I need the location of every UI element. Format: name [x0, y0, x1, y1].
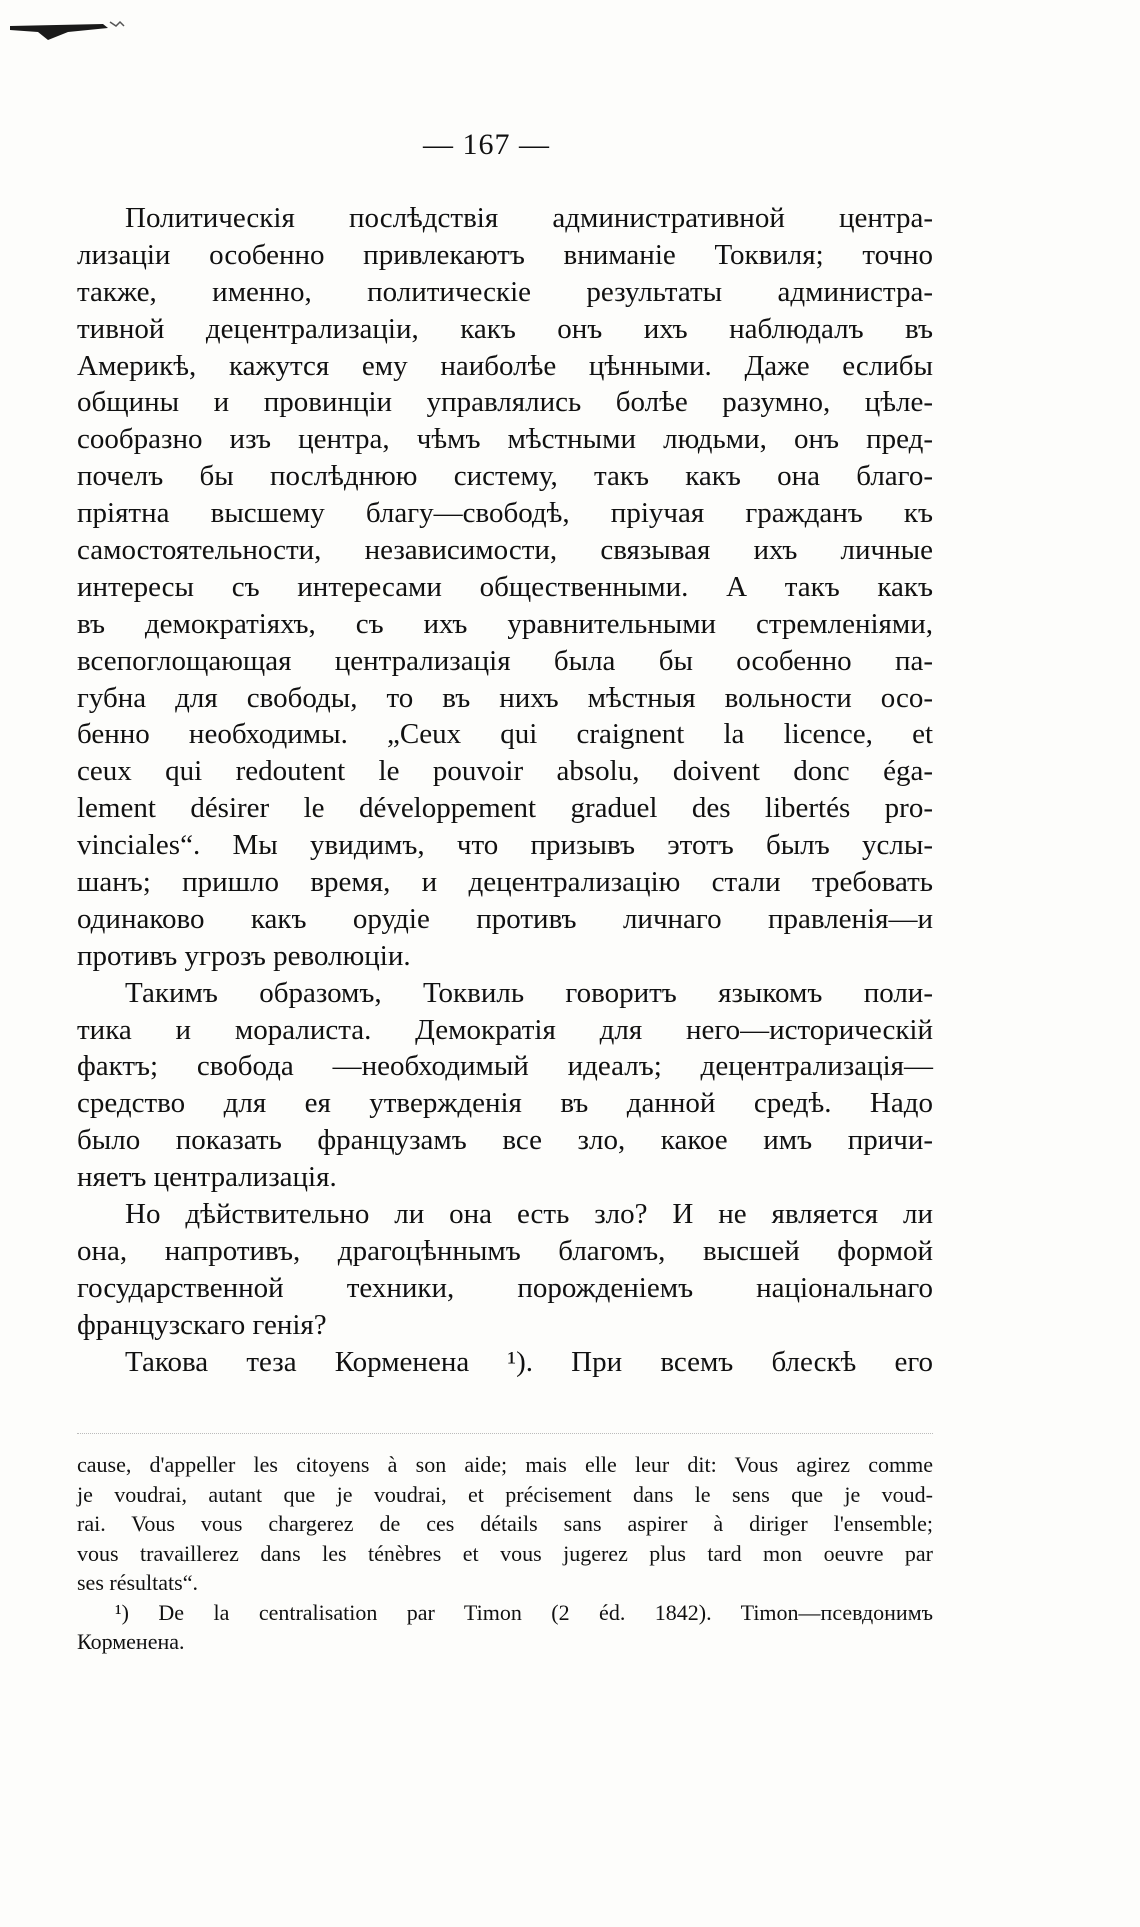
footnote-line: Корменена.: [77, 1629, 185, 1654]
footnote-divider: [77, 1433, 933, 1434]
text-line: Такова теза Корменена ¹). При всемъ блескѣ его: [125, 1345, 933, 1378]
text-line: фактъ; свобода —необходимый идеалъ; децентрализація—: [77, 1050, 933, 1083]
text-line: тивной децентрализаціи, какъ онъ ихъ наблюдалъ въ: [77, 312, 933, 345]
footnote-line: ¹) De la centralisation par Timon (2 éd. 1842). Timon—псевдонимъ: [115, 1599, 933, 1625]
footnote-line: rai. Vous vous chargerez de ces détails sans aspirer à diriger l'ensemble;: [77, 1511, 933, 1536]
text-line: государственной техники, порожденіемъ національнаго: [77, 1271, 933, 1304]
footnote-line: ses résultats“.: [77, 1570, 198, 1595]
text-line: средство для ея утвержденія въ данной средѣ. Надо: [77, 1087, 933, 1120]
text-line: почелъ бы послѣднюю систему, такъ какъ она благо-: [77, 460, 933, 493]
text-line: противъ угрозъ революціи.: [77, 939, 411, 972]
text-line: Но дѣйствительно ли она есть зло? И не является ли: [125, 1198, 933, 1231]
text-line: французскаго генія?: [77, 1308, 327, 1341]
text-line: Такимъ образомъ, Токвиль говоритъ языкомъ поли-: [125, 976, 933, 1009]
text-line: шанъ; пришло время, и децентрализацію стали требовать: [77, 866, 933, 899]
text-line: одинаково какъ орудіе противъ личнаго правленія—и: [77, 902, 933, 935]
main-text: [77, 200, 933, 1381]
text-line: lement désirer le développement graduel des libertés pro-: [77, 792, 933, 825]
footnote-line: cause, d'appeller les citoyens à son aide; mais elle leur dit: Vous agirez comme: [77, 1452, 933, 1477]
text-line: тика и моралиста. Демократія для него—историческій: [77, 1013, 933, 1046]
text-line: няетъ централизація.: [77, 1161, 337, 1194]
text-line: самостоятельности, независимости, связывая ихъ личные: [77, 534, 933, 567]
text-line: лизаціи особенно привлекаютъ вниманіе Токвиля; точно: [77, 238, 933, 271]
text-line: общины и провинціи управлялись болѣе разумно, цѣле-: [77, 386, 933, 419]
text-line: въ демократіяхъ, съ ихъ уравнительными стремленіями,: [77, 607, 933, 640]
footnote-line: je voudrai, autant que je voudrai, et précisement dans le sens que je voud-: [77, 1481, 933, 1507]
text-line: губна для свободы, то въ нихъ мѣстныя вольности осо-: [77, 681, 933, 714]
footnote-line: vous travaillerez dans les ténèbres et vous jugerez plus tard mon oeuvre par: [77, 1540, 933, 1566]
text-line: Политическія послѣдствія административной центра-: [125, 202, 933, 234]
text-line: пріятна высшему благу—свободѣ, пріучая гражданъ къ: [77, 497, 933, 530]
text-line: также, именно, политическіе результаты администра-: [77, 275, 933, 308]
text-line: бенно необходимы. „Ceux qui craignent la licence, et: [77, 718, 933, 751]
text-line: интересы съ интересами общественными. А такъ какъ: [77, 570, 933, 603]
footnotes: [77, 1450, 933, 1657]
text-line: ceux qui redoutent le pouvoir absolu, doivent donc éga-: [77, 755, 933, 788]
page-number: — 167 —: [423, 128, 550, 161]
text-line: Америкѣ, кажутся ему наиболѣе цѣнными. Даже еслибы: [77, 349, 933, 382]
text-line: сообразно изъ центра, чѣмъ мѣстными людьми, онъ пред-: [77, 423, 933, 456]
text-line: vinciales“. Мы увидимъ, что призывъ этотъ былъ услы-: [77, 829, 933, 862]
text-line: всепоглощающая централизація была бы особенно па-: [77, 644, 933, 677]
scan-smudge-icon: [8, 18, 128, 40]
text-line: она, напротивъ, драгоцѣннымъ благомъ, высшей формой: [77, 1234, 933, 1267]
text-line: было показать французамъ все зло, какое имъ причи-: [77, 1124, 933, 1157]
